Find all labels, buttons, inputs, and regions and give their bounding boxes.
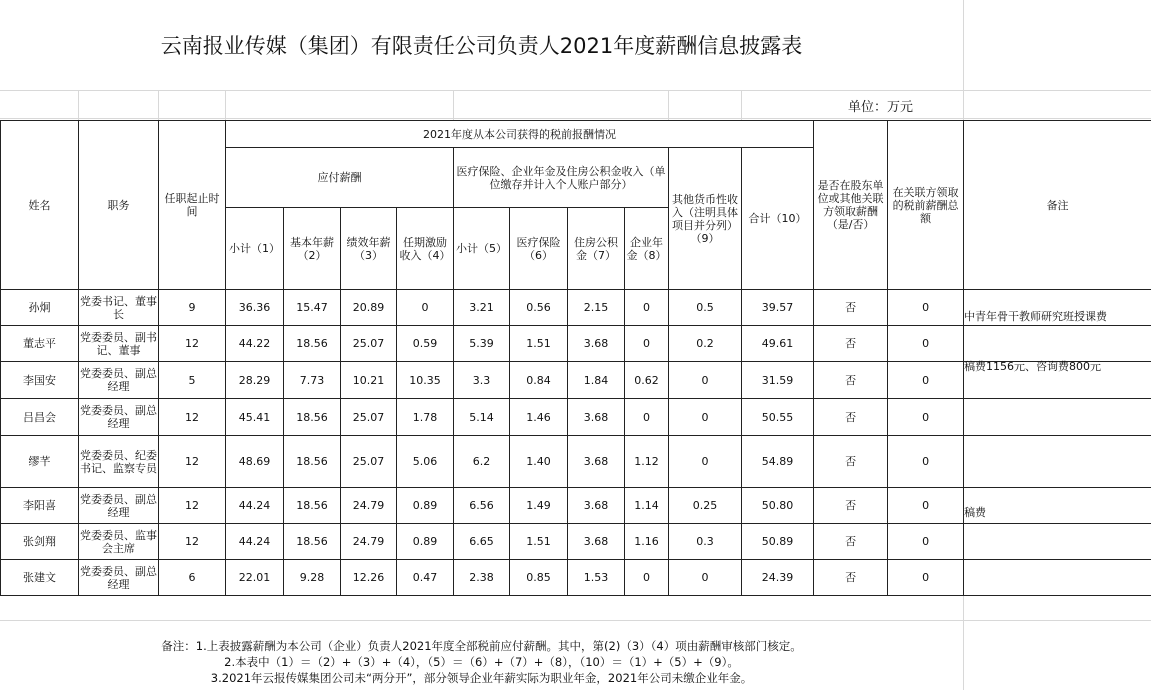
grid-line	[668, 90, 669, 120]
table-row	[1, 399, 1151, 436]
cell-c3: 25.07	[341, 399, 397, 436]
cell-c10: 50.89	[742, 524, 814, 560]
cell-c4: 0	[397, 290, 454, 326]
grid-line	[158, 90, 159, 120]
cell-c9: 0.5	[669, 290, 742, 326]
cell-name: 张剑翔	[1, 524, 79, 560]
cell-c2: 9.28	[284, 560, 341, 596]
remark-cell	[964, 399, 1151, 436]
header-subtotal5: 小计（5）	[454, 208, 510, 290]
cell-c6: 1.51	[510, 524, 568, 560]
cell-name: 孙炯	[1, 290, 79, 326]
cell-position: 党委委员、副总经理	[79, 488, 159, 524]
header-position: 职务	[79, 121, 159, 290]
cell-c1: 45.41	[226, 399, 284, 436]
cell-c5: 6.65	[454, 524, 510, 560]
cell-c7: 3.68	[568, 326, 625, 362]
cell-c7: 3.68	[568, 436, 625, 488]
remark-cell	[964, 326, 1151, 373]
header-subtotal1: 小计（1）	[226, 208, 284, 290]
cell-c10: 24.39	[742, 560, 814, 596]
table-row	[1, 436, 1151, 488]
grid-line	[78, 90, 79, 120]
grid-line	[0, 620, 1151, 621]
cell-c10: 31.59	[742, 362, 814, 399]
header-insurance: 医疗保险、企业年金及住房公积金收入（单位缴存并计入个人账户部分）	[454, 148, 669, 208]
cell-c5: 5.39	[454, 326, 510, 362]
cell-c7: 1.53	[568, 560, 625, 596]
header-other: 其他货币性收入（注明具体项目并分列）（9）	[669, 148, 742, 290]
cell-name: 张建文	[1, 560, 79, 596]
remark-cell	[964, 488, 1151, 524]
table-row	[1, 560, 1151, 596]
cell-c9: 0.3	[669, 524, 742, 560]
cell-c5: 6.2	[454, 436, 510, 488]
cell-rel: 0	[888, 326, 964, 362]
cell-name: 李国安	[1, 362, 79, 399]
cell-rel: 0	[888, 560, 964, 596]
cell-c5: 5.14	[454, 399, 510, 436]
header-perf: 绩效年薪（3）	[341, 208, 397, 290]
cell-sh: 否	[814, 436, 888, 488]
header-housing: 住房公积金（7）	[568, 208, 625, 290]
remark-cell	[964, 524, 1151, 560]
cell-c3: 12.26	[341, 560, 397, 596]
cell-name: 李阳喜	[1, 488, 79, 524]
cell-rel: 0	[888, 436, 964, 488]
cell-c8: 0	[625, 560, 669, 596]
grid-line	[453, 90, 454, 120]
cell-name: 缪芊	[1, 436, 79, 488]
cell-position: 党委委员、副书记、董事	[79, 326, 159, 362]
cell-c4: 0.47	[397, 560, 454, 596]
header-group: 2021年度从本公司获得的税前报酬情况	[226, 121, 814, 148]
cell-c4: 1.78	[397, 399, 454, 436]
cell-position: 党委委员、副总经理	[79, 399, 159, 436]
cell-c3: 25.07	[341, 326, 397, 362]
cell-c10: 49.61	[742, 326, 814, 362]
cell-c9: 0	[669, 560, 742, 596]
cell-c8: 0	[625, 326, 669, 362]
cell-c6: 0.85	[510, 560, 568, 596]
cell-c7: 3.68	[568, 524, 625, 560]
cell-c6: 1.49	[510, 488, 568, 524]
remark-cell	[964, 560, 1151, 596]
cell-c2: 18.56	[284, 436, 341, 488]
cell-c10: 39.57	[742, 290, 814, 326]
table-row	[1, 326, 1151, 362]
cell-c3: 25.07	[341, 436, 397, 488]
cell-remark: 中青年骨干教师研究班授课费	[964, 310, 1108, 323]
page-title: 云南报业传媒（集团）有限责任公司负责人2021年度薪酬信息披露表	[160, 34, 803, 58]
cell-rel: 0	[888, 290, 964, 326]
cell-remark: 稿费	[964, 506, 987, 519]
header-total: 合计（10）	[742, 148, 814, 290]
table-row	[1, 488, 1151, 524]
cell-c2: 18.56	[284, 326, 341, 362]
cell-c1: 22.01	[226, 560, 284, 596]
header-medical: 医疗保险（6）	[510, 208, 568, 290]
cell-c1: 48.69	[226, 436, 284, 488]
cell-name: 吕昌会	[1, 399, 79, 436]
cell-c9: 0	[669, 362, 742, 399]
cell-c2: 18.56	[284, 524, 341, 560]
header-shareholder: 是否在股东单位或其他关联方领取薪酬（是/否）	[814, 121, 888, 290]
header-payable: 应付薪酬	[226, 148, 454, 208]
cell-c9: 0.2	[669, 326, 742, 362]
cell-tenure: 12	[159, 524, 226, 560]
cell-c2: 18.56	[284, 488, 341, 524]
header-tenure: 任职起止时间	[159, 121, 226, 290]
header-related: 在关联方领取的税前薪酬总额	[888, 121, 964, 290]
cell-c2: 7.73	[284, 362, 341, 399]
cell-tenure: 12	[159, 488, 226, 524]
remark-cell	[964, 290, 1151, 326]
cell-c8: 1.14	[625, 488, 669, 524]
cell-position: 党委委员、副总经理	[79, 362, 159, 399]
cell-c3: 10.21	[341, 362, 397, 399]
cell-c4: 0.89	[397, 524, 454, 560]
cell-c7: 1.84	[568, 362, 625, 399]
cell-sh: 否	[814, 488, 888, 524]
note-1: 备注：1.上表披露薪酬为本公司（企业）负责人2021年度全部税前应付薪酬。其中，第(2)（3）（4）项由薪酬审核部门核定。	[161, 639, 802, 653]
cell-c6: 1.46	[510, 399, 568, 436]
cell-c8: 0.62	[625, 362, 669, 399]
cell-c3: 20.89	[341, 290, 397, 326]
cell-c6: 0.84	[510, 362, 568, 399]
cell-c6: 0.56	[510, 290, 568, 326]
cell-c7: 3.68	[568, 488, 625, 524]
cell-c1: 44.24	[226, 488, 284, 524]
cell-position: 党委委员、副总经理	[79, 560, 159, 596]
cell-c5: 2.38	[454, 560, 510, 596]
cell-c3: 24.79	[341, 524, 397, 560]
header-name: 姓名	[1, 121, 79, 290]
cell-c1: 44.24	[226, 524, 284, 560]
unit-label: 单位：万元	[848, 100, 914, 115]
cell-c9: 0	[669, 436, 742, 488]
cell-sh: 否	[814, 290, 888, 326]
cell-c2: 15.47	[284, 290, 341, 326]
cell-c7: 2.15	[568, 290, 625, 326]
cell-c1: 28.29	[226, 362, 284, 399]
cell-remark: 稿费1156元、咨询费800元	[964, 360, 1102, 373]
table-row	[1, 290, 1151, 326]
cell-c6: 1.40	[510, 436, 568, 488]
cell-c5: 3.21	[454, 290, 510, 326]
remark-cell	[964, 436, 1151, 488]
cell-c10: 54.89	[742, 436, 814, 488]
notes	[0, 638, 963, 686]
cell-tenure: 6	[159, 560, 226, 596]
cell-c9: 0.25	[669, 488, 742, 524]
cell-c5: 3.3	[454, 362, 510, 399]
cell-c4: 10.35	[397, 362, 454, 399]
grid-line	[0, 118, 1151, 119]
salary-table	[0, 120, 1151, 596]
cell-tenure: 9	[159, 290, 226, 326]
cell-rel: 0	[888, 488, 964, 524]
cell-c8: 0	[625, 399, 669, 436]
cell-position: 党委委员、监事会主席	[79, 524, 159, 560]
cell-c8: 1.16	[625, 524, 669, 560]
cell-position: 党委委员、纪委书记、监察专员	[79, 436, 159, 488]
header-base: 基本年薪（2）	[284, 208, 341, 290]
grid-line	[741, 90, 742, 120]
cell-rel: 0	[888, 524, 964, 560]
header-annuity: 企业年金（8）	[625, 208, 669, 290]
cell-c1: 36.36	[226, 290, 284, 326]
cell-rel: 0	[888, 362, 964, 399]
cell-sh: 否	[814, 362, 888, 399]
cell-sh: 否	[814, 524, 888, 560]
cell-c10: 50.80	[742, 488, 814, 524]
table-row	[1, 524, 1151, 560]
cell-c8: 1.12	[625, 436, 669, 488]
cell-c4: 0.59	[397, 326, 454, 362]
cell-c9: 0	[669, 399, 742, 436]
note-2: 2.本表中（1）＝（2）+（3）+（4），（5）＝（6）+（7）+（8），（10）＝（1）+（5）+（9）。	[224, 655, 739, 669]
cell-tenure: 12	[159, 399, 226, 436]
cell-sh: 否	[814, 326, 888, 362]
note-3: 3.2021年云报传媒集团公司未“两分开”，部分领导企业年薪实际为职业年金，2021年公司未缴企业年金。	[210, 671, 753, 685]
cell-c1: 44.22	[226, 326, 284, 362]
cell-tenure: 5	[159, 362, 226, 399]
cell-c2: 18.56	[284, 399, 341, 436]
cell-tenure: 12	[159, 326, 226, 362]
cell-position: 党委书记、董事长	[79, 290, 159, 326]
grid-line	[225, 90, 226, 120]
cell-c6: 1.51	[510, 326, 568, 362]
cell-c4: 0.89	[397, 488, 454, 524]
cell-c10: 50.55	[742, 399, 814, 436]
grid-line	[0, 90, 1151, 91]
cell-c7: 3.68	[568, 399, 625, 436]
header-remark: 备注	[964, 121, 1151, 290]
cell-name: 董志平	[1, 326, 79, 362]
cell-tenure: 12	[159, 436, 226, 488]
cell-c8: 0	[625, 290, 669, 326]
cell-c4: 5.06	[397, 436, 454, 488]
cell-sh: 否	[814, 399, 888, 436]
cell-sh: 否	[814, 560, 888, 596]
cell-c5: 6.56	[454, 488, 510, 524]
header-incentive: 任期激励收入（4）	[397, 208, 454, 290]
cell-c3: 24.79	[341, 488, 397, 524]
cell-rel: 0	[888, 399, 964, 436]
